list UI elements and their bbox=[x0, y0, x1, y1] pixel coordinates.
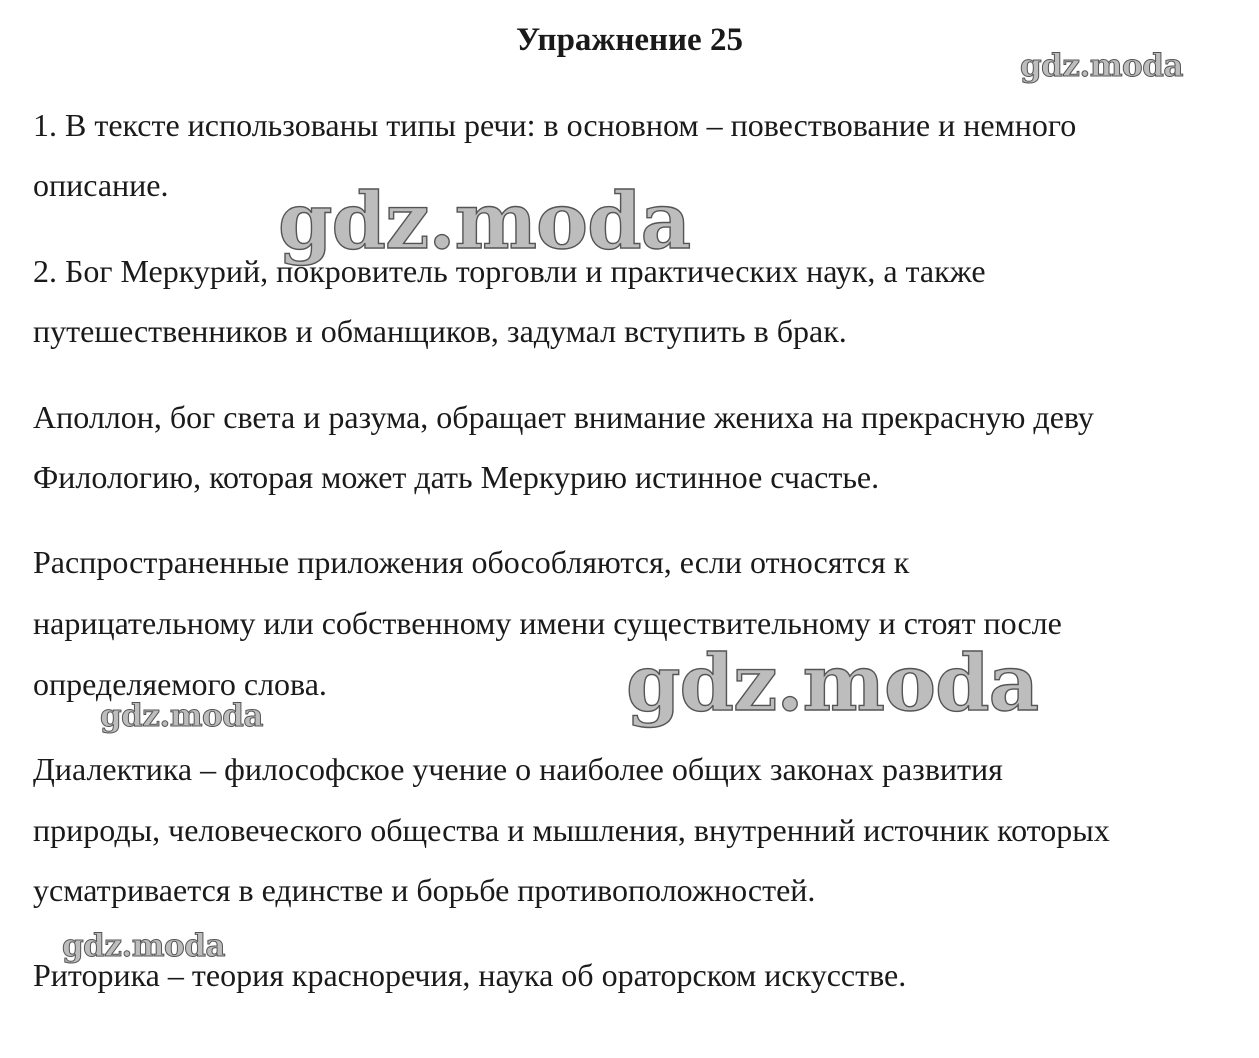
text-line: Распространенные приложения обособляются, если относятся к bbox=[33, 544, 910, 580]
text-line: Аполлон, бог света и разума, обращает внимание жениха на прекрасную деву bbox=[33, 399, 1094, 435]
text-line: путешественников и обманщиков, задумал вступить в брак. bbox=[33, 313, 847, 349]
text-line: Филологию, которая может дать Меркурию истинное счастье. bbox=[33, 459, 880, 495]
text-line: описание. bbox=[33, 167, 169, 203]
text-line: Диалектика – философское учение о наиболее общих законах развития bbox=[33, 751, 1003, 787]
text-line: определяемого слова. bbox=[33, 666, 327, 702]
text-line: 1. В тексте использованы типы речи: в основном – повествование и немного bbox=[33, 107, 1077, 143]
watermark: gdz.moda bbox=[1020, 48, 1183, 84]
page-title: Упражнение 25 bbox=[516, 22, 743, 58]
watermark: gdz.moda bbox=[626, 638, 1039, 729]
watermark: gdz.moda bbox=[278, 176, 691, 267]
watermark: gdz.moda bbox=[100, 698, 263, 734]
text-line: Риторика – теория красноречия, наука об ораторском искусстве. bbox=[33, 957, 907, 993]
text-line: природы, человеческого общества и мышления, внутренний источник которых bbox=[33, 812, 1110, 848]
watermark: gdz.moda bbox=[62, 928, 225, 964]
text-line: усматривается в единстве и борьбе противоположностей. bbox=[33, 872, 816, 908]
text-line: нарицательному или собственному имени существительному и стоят после bbox=[33, 605, 1062, 641]
text-line: 2. Бог Меркурий, покровитель торговли и практических наук, а также bbox=[33, 253, 986, 289]
